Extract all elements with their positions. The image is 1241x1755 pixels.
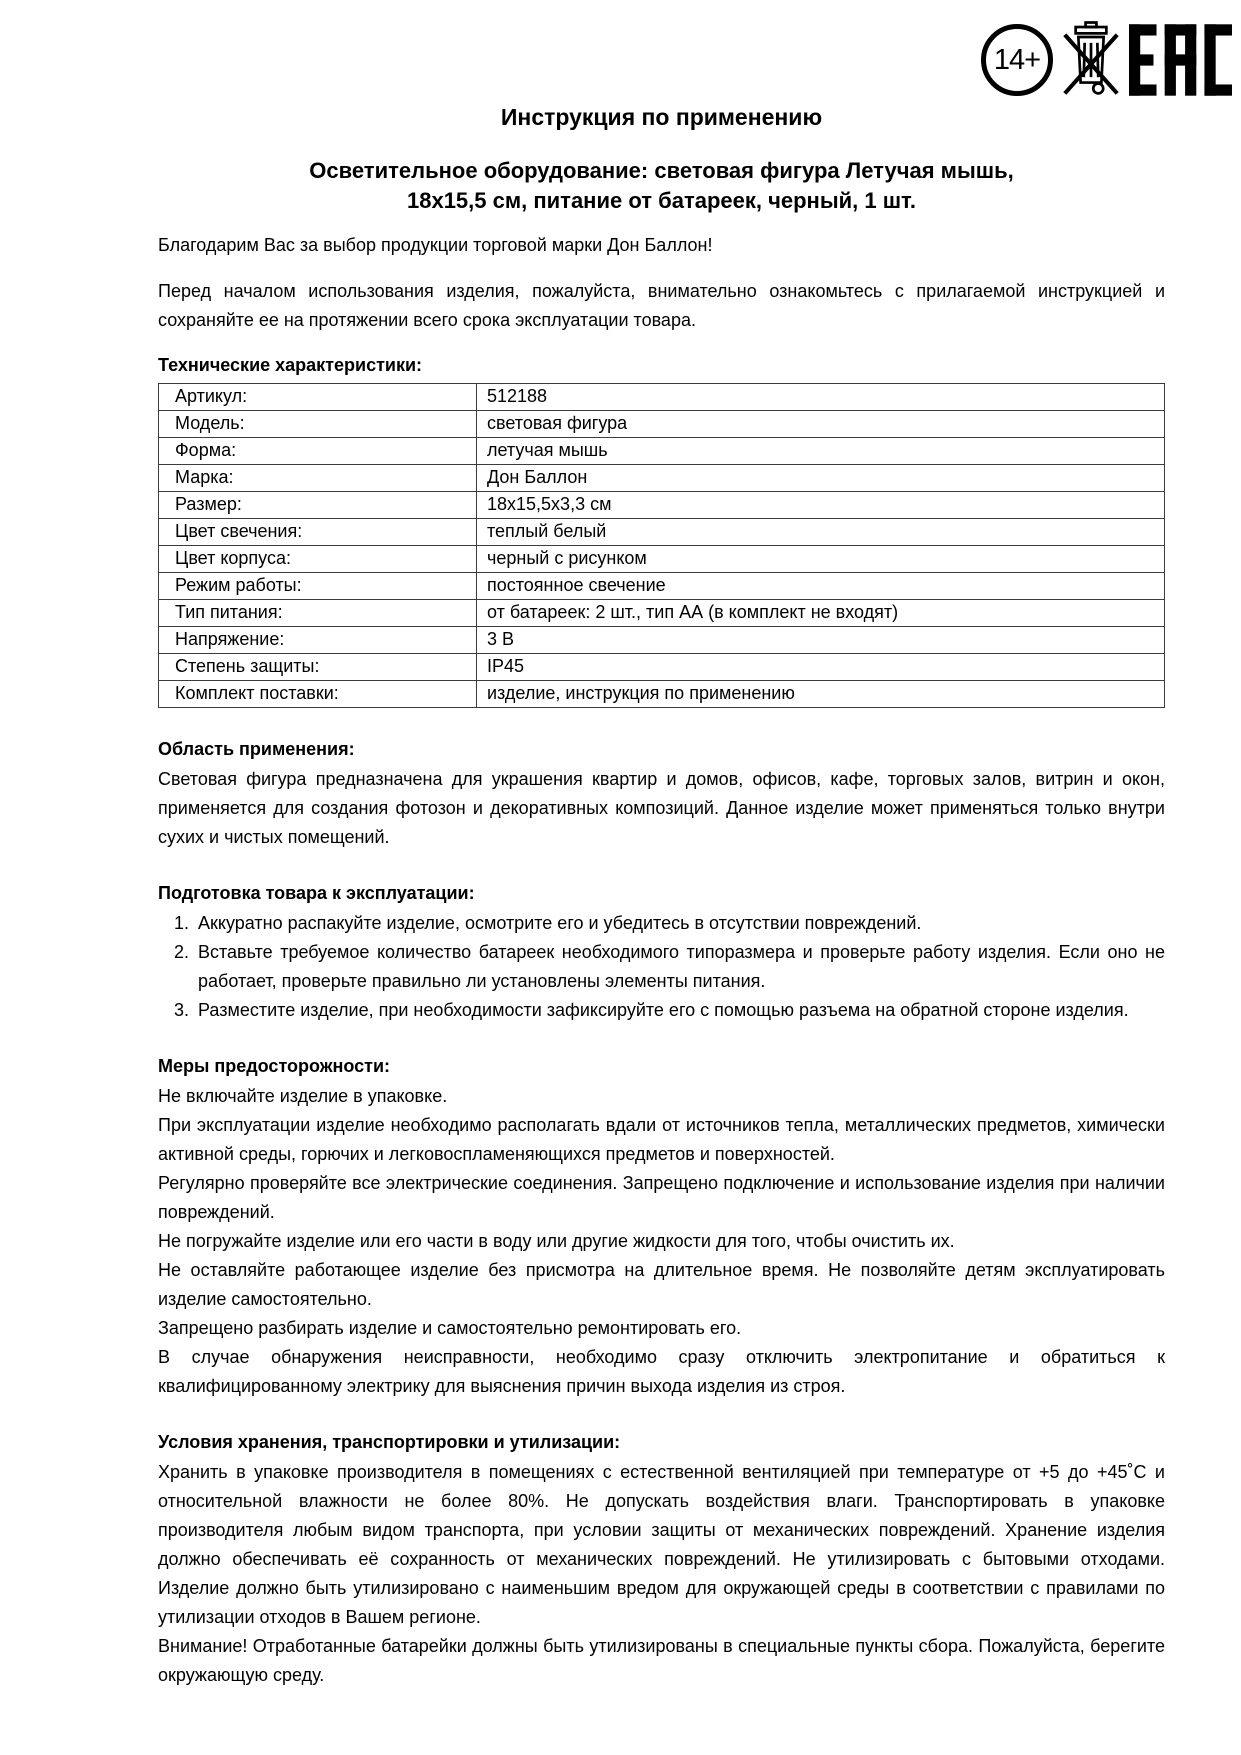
list-item: 2. Вставьте требуемое количество батареек необходимого типоразмера и проверьте работу изделия. Если оно не работает, проверьте правильно ли установлены элементы питания. (194, 938, 1165, 996)
storage-warning-paragraph: Внимание! Отработанные батарейки должны быть утилизированы в специальные пункты сбора. Пожалуйста, берегите окружающую среду. (158, 1636, 1165, 1685)
spec-value: от батареек: 2 шт., тип АА (в комплект не входят) (477, 600, 1165, 627)
eac-letter-c (1204, 24, 1232, 95)
application-paragraph: Световая фигура предназначена для украшения квартир и домов, офисов, кафе, торговых залов, витрин и окон, применяется для создания фотозон и декоративных композиций. Данное изделие может применяться только внутри сухих и чистых помещений. (158, 769, 1165, 847)
spec-value: теплый белый (477, 519, 1165, 546)
table-row (159, 573, 1165, 600)
spec-value: Дон Баллон (477, 465, 1165, 492)
specs-table (158, 383, 1165, 708)
spec-value: световая фигура (477, 411, 1165, 438)
precaution-paragraph: Запрещено разбирать изделие и самостоятельно ремонтировать его. (158, 1318, 742, 1338)
precaution-paragraph: Не погружайте изделие или его части в воду или другие жидкости для того, чтобы очистить их. (158, 1231, 955, 1251)
table-row (159, 654, 1165, 681)
eac-mark-icon (1129, 24, 1233, 96)
spec-label: Комплект поставки: (159, 681, 477, 708)
table-row (159, 627, 1165, 654)
spec-label: Напряжение: (159, 627, 477, 654)
application-heading: Область применения: (158, 739, 355, 759)
product-subtitle-line1: Осветительное оборудование: световая фигура Летучая мышь, (309, 158, 1014, 183)
eac-letter-a (1165, 24, 1197, 95)
list-item: 1. Аккуратно распакуйте изделие, осмотрите его и убедитесь в отсутствии повреждений. (194, 909, 1165, 938)
spec-label: Цвет корпуса: (159, 546, 477, 573)
table-row (159, 384, 1165, 411)
spec-value: летучая мышь (477, 438, 1165, 465)
spec-label: Цвет свечения: (159, 519, 477, 546)
product-subtitle-line2: 18х15,5 см, питание от батареек, черный, 1 шт. (406, 188, 917, 213)
spec-value: 512188 (477, 384, 1165, 411)
intro-note-paragraph: Перед началом использования изделия, пожалуйста, внимательно ознакомьтесь с прилагаемой инструкцией и сохраняйте ее на протяжении всего срока эксплуатации товара. (158, 281, 1165, 330)
header-icons (981, 20, 1233, 100)
table-row (159, 411, 1165, 438)
table-row (159, 492, 1165, 519)
intro-thanks-paragraph: Благодарим Вас за выбор продукции торговой марки Дон Баллон! (158, 235, 713, 255)
age-14-badge-icon (981, 24, 1053, 96)
eac-letter-e (1129, 24, 1157, 95)
precaution-paragraph: Не оставляйте работающее изделие без присмотра на длительное время. Не позволяйте детям эксплуатировать изделие самостоятельно. (158, 1260, 1165, 1309)
specs-heading: Технические характеристики: (158, 355, 423, 375)
spec-label: Артикул: (159, 384, 477, 411)
table-row (159, 465, 1165, 492)
spec-label: Марка: (159, 465, 477, 492)
spec-value: 3 В (477, 627, 1165, 654)
spec-value: 18х15,5х3,3 см (477, 492, 1165, 519)
preparation-heading: Подготовка товара к эксплуатации: (158, 883, 475, 903)
spec-label: Тип питания: (159, 600, 477, 627)
product-subtitle (158, 156, 1165, 216)
preparation-list (158, 909, 1165, 1025)
precaution-paragraph: При эксплуатации изделие необходимо располагать вдали от источников тепла, металлических предметов, химически активной среды, горючих и легковоспламеняющихся предметов и поверхностей. (158, 1115, 1165, 1164)
storage-heading: Условия хранения, транспортировки и утилизации: (158, 1432, 621, 1452)
spec-label: Степень защиты: (159, 654, 477, 681)
page-title: Инструкция по применению (500, 104, 823, 130)
table-row (159, 438, 1165, 465)
spec-value: черный с рисунком (477, 546, 1165, 573)
table-row (159, 546, 1165, 573)
table-row (159, 681, 1165, 708)
precaution-paragraph: Не включайте изделие в упаковке. (158, 1086, 448, 1106)
spec-label: Режим работы: (159, 573, 477, 600)
spec-label: Размер: (159, 492, 477, 519)
spec-label: Форма: (159, 438, 477, 465)
precaution-paragraph: В случае обнаружения неисправности, необходимо сразу отключить электропитание и обратиться к квалифицированному электрику для выяснения причин выхода изделия из строя. (158, 1347, 1165, 1396)
table-row (159, 600, 1165, 627)
age-badge-label: 14+ (993, 43, 1041, 76)
spec-value: изделие, инструкция по применению (477, 681, 1165, 708)
precautions-heading: Меры предосторожности: (158, 1056, 391, 1076)
storage-paragraph: Хранить в упаковке производителя в помещениях с естественной вентиляцией при температуре от +5 до +45˚С и относительной влажности не более 80%. Не допускать воздействия влаги. Транспортировать в упаковке производителя любым видом транспорта, при условии защиты от механических повреждений. Хранение изделия должно обеспечивать её сохранность от механических повреждений. Не утилизировать с бытовыми отходами. Изделие должно быть утилизировано с наименьшим вредом для окружающей среды в соответствии с правилами по утилизации отходов в Вашем регионе. (158, 1462, 1165, 1627)
table-row (159, 519, 1165, 546)
weee-bin-icon (1063, 20, 1119, 100)
precaution-paragraph: Регулярно проверяйте все электрические соединения. Запрещено подключение и использование изделия при наличии повреждений. (158, 1173, 1165, 1222)
list-item: 3. Разместите изделие, при необходимости зафиксируйте его с помощью разъема на обратной стороне изделия. (194, 996, 1165, 1025)
spec-label: Модель: (159, 411, 477, 438)
spec-value: IP45 (477, 654, 1165, 681)
spec-value: постоянное свечение (477, 573, 1165, 600)
